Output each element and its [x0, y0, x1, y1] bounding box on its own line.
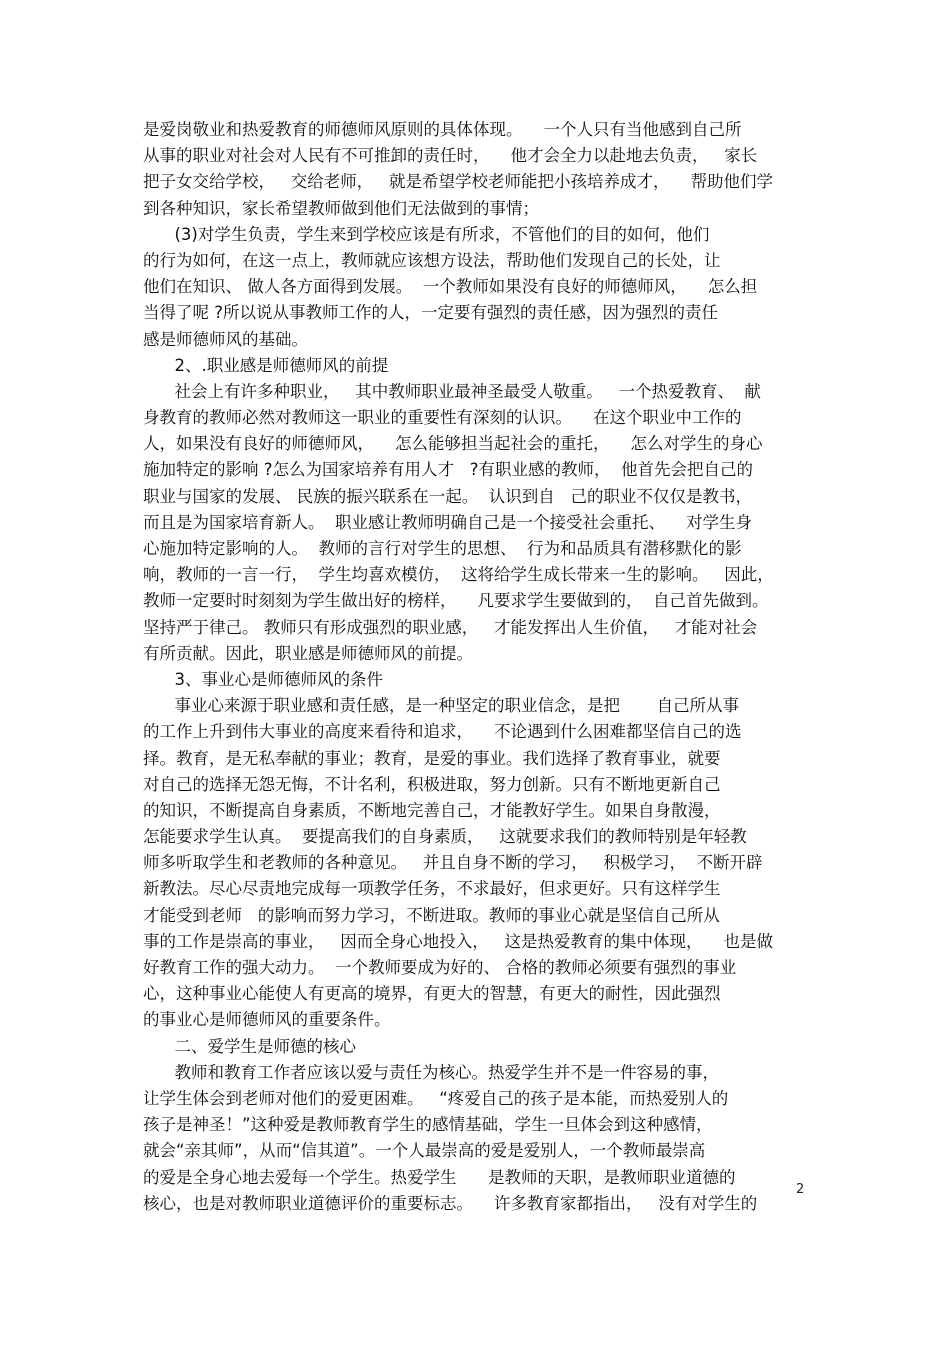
text-line: 职业与国家的发展、 民族的振兴联系在一起。 认识到自 己的职业不仅仅是教书， [143, 486, 752, 506]
text-line: 人，如果没有良好的师德师风， 怎么能够担当起社会的重托， 怎么对学生的身心 [143, 434, 763, 454]
body-text [143, 117, 813, 1217]
text-line: 的工作上升到伟大事业的高度来看待和追求， 不论遇到什么困难都坚信自己的选 [143, 722, 742, 742]
text-line: 核心，也是对教师职业道德评价的重要标志。 许多教育家都指出， 没有对学生的 [143, 1193, 758, 1213]
text-line: 怎能要求学生认真。 要提高我们的自身素质， 这就要求我们的教师特别是年轻教 [143, 827, 747, 847]
text-line: 对自己的选择无怨无悔，不计名利，积极进取，努力创新。只有不断地更新自己 [143, 774, 721, 794]
text-line: 心施加特定影响的人。 教师的言行对学生的思想、 行为和品质具有潜移默化的影 [143, 539, 742, 558]
page-number: 2 [796, 1182, 805, 1197]
text-line: 社会上有许多种职业， 其中教师职业最神圣最受人敬重。 一个热爱教育、 献 [143, 381, 761, 401]
text-line: 就会“亲其师”，从而“信其道”。一个人最崇高的爱是爱别人，一个教师最崇高 [143, 1141, 706, 1161]
text-line: 的事业心是师德师风的重要条件。 [143, 1010, 391, 1030]
text-line: 的爱是全身心地去爱每一个学生。热爱学生 是教师的天职，是教师职业道德的 [143, 1167, 736, 1187]
text-line: 从事的职业对社会对人民有不可推卸的责任时， 他才会全力以赴地去负责， 家长 [143, 146, 758, 166]
text-line: 施加特定的影响 ?怎么为国家培养有用人才 ?有职业感的教师， 他首先会把自己的 [143, 460, 753, 480]
text-line: 当得了呢 ?所以说从事教师工作的人，一定要有强烈的责任感，因为强烈的责任 [143, 303, 719, 323]
text-line: 2、.职业感是师德师风的前提 [143, 355, 389, 375]
text-line: 新教法。尽心尽责地完成每一项教学任务，不求最好，但求更好。只有这样学生 [143, 879, 721, 899]
text-line: 有所贡献。因此，职业感是师德师风的前提。 [143, 643, 473, 663]
text-line: 他们在知识、 做人各方面得到发展。 一个教师如果没有良好的师德师风， 怎么担 [143, 277, 758, 297]
text-line: 3、事业心是师德师风的条件 [143, 669, 383, 689]
text-line: 事业心来源于职业感和责任感，是一种坚定的职业信念，是把 自己所从事 [143, 696, 740, 716]
text-line: 响，教师的一言一行， 学生均喜欢模仿， 这将给学生成长带来一生的影响。 因此， [143, 565, 774, 585]
text-line: 择。教育，是无私奉献的事业；教育，是爱的事业。我们选择了教育事业，就要 [143, 748, 721, 768]
text-line: 而且是为国家培育新人。 职业感让教师明确自己是一个接受社会重托、 对学生身 [143, 512, 752, 532]
text-line: 坚持严于律己。 教师只有形成强烈的职业感， 才能发挥出人生价值， 才能对社会 [143, 617, 758, 637]
text-line: 教师和教育工作者应该以爱与责任为核心。热爱学生并不是一件容易的事， [143, 1062, 719, 1082]
text-line: 二、爱学生是师德的核心 [143, 1036, 356, 1056]
text-line: 的行为如何，在这一点上，教师就应该想方设法，帮助他们发现自己的长处，让 [143, 250, 721, 270]
text-line: 师多听取学生和老教师的各种意见。 并且自身不断的学习， 积极学习， 不断开辟 [143, 853, 763, 873]
text-line: 感是师德师风的基础。 [143, 329, 308, 349]
text-line: (3)对学生负责，学生来到学校应该是有所求，不管他们的目的如何，他们 [143, 224, 710, 244]
text-line: 事的工作是崇高的事业， 因而全身心地投入， 这是热爱教育的集中体现， 也是做 [143, 931, 773, 951]
text-line: 心，这种事业心能使人有更高的境界，有更大的智慧，有更大的耐性，因此强烈 [143, 984, 721, 1004]
text-line: 把子女交给学校， 交给老师， 就是希望学校老师能把小孩培养成才， 帮助他们学 [143, 172, 773, 192]
text-line: 到各种知识，家长希望教师做到他们无法做到的事情； [143, 198, 539, 218]
text-line: 让学生体会到老师对他们的爱更困难。 “疼爱自己的孩子是本能，而热爱别人的 [143, 1088, 729, 1108]
text-line: 才能受到老师 的影响而努力学习，不断进取。教师的事业心就是坚信自己所从 [143, 905, 720, 925]
text-line: 教师一定要时时刻刻为学生做出好的榜样， 凡要求学生要做到的， 自己首先做到。 [143, 591, 769, 611]
text-line: 是爱岗敬业和热爱教育的师德师风原则的具体体现。 一个人只有当他感到自己所 [143, 120, 742, 139]
text-line: 的知识，不断提高自身素质，不断地完善自己，才能教好学生。如果自身散漫， [143, 800, 721, 820]
text-line: 身教育的教师必然对教师这一职业的重要性有深刻的认识。 在这个职业中工作的 [143, 408, 742, 428]
text-line: 好教育工作的强大动力。 一个教师要成为好的、 合格的教师必须要有强烈的事业 [143, 958, 737, 977]
text-line: 孩子是神圣！”这种爱是教师教育学生的感情基础，学生一旦体会到这种感情， [143, 1115, 713, 1135]
